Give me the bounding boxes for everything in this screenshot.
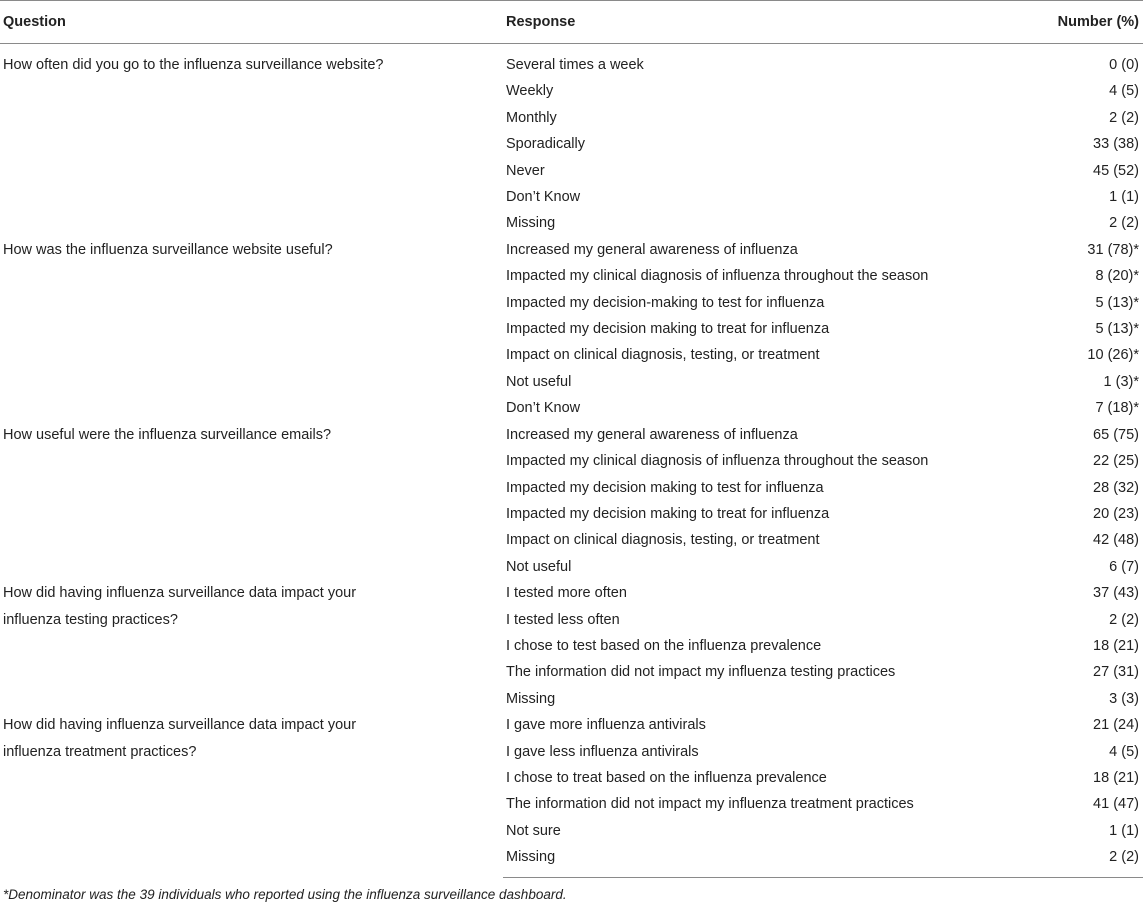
- response-cell: I chose to treat based on the influenza prevalence: [506, 769, 827, 786]
- response-cell: Weekly: [506, 83, 554, 100]
- response-cell: I gave less influenza antivirals: [506, 743, 699, 760]
- response-cell: Missing: [506, 690, 556, 707]
- response-cell: Impact on clinical diagnosis, testing, or treatment: [506, 347, 820, 364]
- response-cell: Missing: [506, 215, 556, 232]
- response-cell: I tested less often: [506, 611, 620, 628]
- table-body: [0, 44, 1143, 878]
- question-text: influenza treatment practices?: [3, 743, 197, 760]
- response-cell: Sporadically: [506, 136, 585, 153]
- number-cell: 4 (5): [1109, 83, 1139, 100]
- number-cell: 20 (23): [1093, 505, 1139, 522]
- number-cell: 28 (32): [1093, 479, 1139, 496]
- number-cell: 37 (43): [1093, 585, 1139, 602]
- question-text: influenza testing practices?: [3, 611, 178, 628]
- number-cell: 0 (0): [1109, 57, 1139, 73]
- header-row: [0, 1, 1143, 44]
- header-response: Response: [503, 1, 1033, 44]
- response-cell: Impacted my decision making to treat for influenza: [506, 321, 830, 338]
- response-cell: Not sure: [506, 822, 561, 839]
- response-cell: Impact on clinical diagnosis, testing, or treatment: [506, 532, 820, 549]
- response-cell: Impacted my decision-making to test for influenza: [506, 294, 825, 311]
- question-text: How often did you go to the influenza surveillance website?: [3, 57, 384, 73]
- response-cell: Increased my general awareness of influenza: [506, 241, 798, 258]
- question-text: How useful were the influenza surveillance emails?: [3, 426, 332, 443]
- question-cell: [0, 422, 503, 580]
- response-cell: Increased my general awareness of influenza: [506, 426, 798, 443]
- table-row: [0, 422, 1143, 448]
- number-cell: 31 (78)*: [1087, 241, 1139, 258]
- table-row: [0, 237, 1143, 263]
- response-cell: Missing: [503, 844, 1033, 877]
- response-cell: The information did not impact my influenza testing practices: [506, 664, 896, 681]
- response-cell: I gave more influenza antivirals: [506, 717, 706, 734]
- number-cell: 3 (3): [1109, 690, 1139, 707]
- number-cell: 41 (47): [1093, 796, 1139, 813]
- number-cell: 18 (21): [1093, 769, 1139, 786]
- number-cell: 5 (13)*: [1095, 321, 1139, 338]
- table-row: [0, 712, 1143, 738]
- number-cell: 8 (20)*: [1095, 268, 1139, 285]
- number-cell: 1 (1): [1109, 189, 1139, 206]
- number-cell: 18 (21): [1093, 637, 1139, 654]
- table-row: [0, 580, 1143, 606]
- number-cell: 33 (38): [1093, 136, 1139, 153]
- number-cell: 7 (18)*: [1095, 400, 1139, 417]
- response-cell: Not useful: [506, 373, 572, 390]
- question-cell: [0, 237, 503, 422]
- header-number: Number (%): [1033, 1, 1143, 44]
- number-cell: 2 (2): [1033, 844, 1143, 877]
- number-cell: 1 (1): [1109, 822, 1139, 839]
- number-cell: 1 (3)*: [1103, 373, 1139, 390]
- number-cell: 2 (2): [1109, 611, 1139, 628]
- response-cell: Impacted my clinical diagnosis of influenza throughout the season: [506, 268, 929, 285]
- number-cell: 2 (2): [1109, 215, 1139, 232]
- number-cell: 42 (48): [1093, 532, 1139, 549]
- response-cell: I tested more often: [506, 585, 627, 602]
- number-cell: 27 (31): [1093, 664, 1139, 681]
- table-row: [0, 44, 1143, 79]
- number-cell: 21 (24): [1093, 717, 1139, 734]
- number-cell: 6 (7): [1109, 558, 1139, 575]
- number-cell: 65 (75): [1093, 426, 1139, 443]
- number-cell: 4 (5): [1109, 743, 1139, 760]
- response-cell: Impacted my decision making to treat for influenza: [506, 505, 830, 522]
- header-question: Question: [0, 1, 503, 44]
- number-cell: 10 (26)*: [1087, 347, 1139, 364]
- number-cell: 5 (13)*: [1095, 294, 1139, 311]
- table-footnote: *Denominator was the 39 individuals who reported using the influenza surveillance dashboard.: [3, 887, 567, 902]
- number-cell: 22 (25): [1093, 453, 1139, 470]
- question-cell: [0, 44, 503, 237]
- question-cell: [0, 580, 503, 712]
- response-cell: The information did not impact my influenza treatment practices: [506, 796, 914, 813]
- response-cell: Impacted my decision making to test for influenza: [506, 479, 824, 496]
- response-cell: Don’t Know: [506, 189, 581, 206]
- response-cell: Not useful: [506, 558, 572, 575]
- response-cell: Never: [506, 162, 545, 179]
- table-header: [0, 1, 1143, 44]
- question-text: How did having influenza surveillance data impact your: [3, 585, 357, 602]
- response-cell: I chose to test based on the influenza prevalence: [506, 637, 822, 654]
- response-cell: Several times a week: [506, 57, 644, 73]
- question-text: How did having influenza surveillance data impact your: [3, 717, 357, 734]
- response-cell: Don’t Know: [506, 400, 581, 417]
- response-cell: Impacted my clinical diagnosis of influenza throughout the season: [506, 453, 929, 470]
- number-cell: 45 (52): [1093, 162, 1139, 179]
- response-cell: Monthly: [506, 109, 557, 126]
- question-text: How was the influenza surveillance website useful?: [3, 241, 333, 258]
- number-cell: 2 (2): [1109, 109, 1139, 126]
- question-cell: [0, 712, 503, 877]
